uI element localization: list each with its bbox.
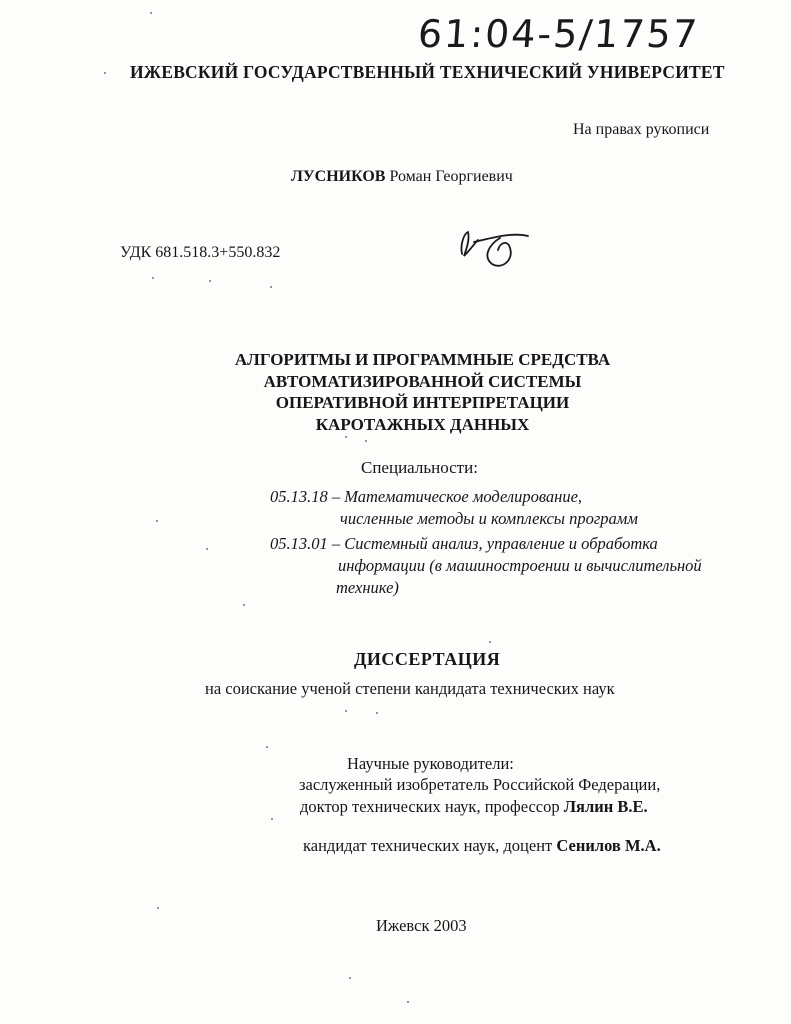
scan-speck	[345, 436, 347, 438]
scan-speck	[407, 1001, 409, 1003]
title-line: ОПЕРАТИВНОЙ ИНТЕРПРЕТАЦИИ	[275, 393, 570, 412]
supervisor-2-name: Сенилов М.А.	[556, 836, 661, 855]
scan-speck	[243, 604, 245, 606]
specialty-1-line-1	[270, 487, 582, 507]
scan-speck	[489, 641, 491, 643]
specialty-2-line-3: технике)	[336, 578, 399, 597]
specialty-2-line-1	[270, 534, 658, 554]
specialty-1-text: – Математическое моделирование,	[331, 487, 583, 506]
author-given-names: Роман Георгиевич	[389, 168, 513, 185]
scan-speck	[376, 712, 378, 714]
dissertation-title	[150, 349, 695, 435]
scan-speck	[266, 746, 268, 748]
title-line: КАРОТАЖНЫХ ДАННЫХ	[315, 414, 530, 434]
author-surname: ЛУСНИКОВ	[291, 168, 386, 185]
supervisor-1-degree: доктор технических наук, профессор	[300, 797, 560, 816]
specialties-heading: Специальности:	[361, 458, 478, 477]
scan-speck	[104, 72, 106, 74]
scan-speck	[157, 907, 159, 909]
specialty-1-code: 05.13.18	[270, 487, 328, 506]
degree-statement: на соискание ученой степени кандидата технических наук	[205, 679, 615, 698]
document-type: ДИССЕРТАЦИЯ	[354, 649, 501, 669]
university-name: ИЖЕВСКИЙ ГОСУДАРСТВЕННЫЙ ТЕХНИЧЕСКИЙ УНИВЕРСИТЕТ	[130, 62, 725, 82]
udk-code: УДК 681.518.3+550.832	[120, 244, 281, 261]
specialty-2-line-2: информации (в машиностроении и вычислительной	[338, 556, 702, 575]
scan-speck	[150, 12, 152, 14]
scan-speck	[349, 977, 351, 979]
scan-speck	[206, 548, 208, 550]
supervisors-heading: Научные руководители:	[347, 754, 514, 773]
scan-speck	[156, 520, 158, 522]
city-year: Ижевск 2003	[376, 916, 467, 935]
supervisor-1-name: Лялин В.Е.	[563, 797, 648, 816]
scan-speck	[345, 710, 347, 712]
scan-speck	[365, 440, 367, 442]
supervisor-2-line	[303, 836, 661, 856]
supervisor-1-title: заслуженный изобретатель Российской Федерации,	[299, 775, 661, 794]
specialty-1-line-2: численные методы и комплексы программ	[340, 509, 638, 528]
supervisor-1-line	[300, 797, 648, 817]
scan-speck	[152, 277, 154, 279]
scan-speck	[270, 286, 272, 288]
manuscript-rights-note: На правах рукописи	[573, 121, 710, 138]
title-line: АВТОМАТИЗИРОВАННОЙ СИСТЕМЫ	[263, 371, 582, 391]
scan-speck	[209, 280, 211, 282]
author-signature-icon	[452, 220, 532, 276]
specialty-2-text: – Системный анализ, управление и обработка	[331, 534, 658, 553]
handwritten-archive-number: 61:04-5/1757	[416, 12, 701, 56]
supervisor-2-degree: кандидат технических наук, доцент	[303, 836, 553, 855]
author-name	[291, 168, 513, 186]
title-line: АЛГОРИТМЫ И ПРОГРАММНЫЕ СРЕДСТВА	[234, 350, 611, 369]
specialty-2-code: 05.13.01	[270, 534, 328, 553]
scan-speck	[271, 818, 273, 820]
